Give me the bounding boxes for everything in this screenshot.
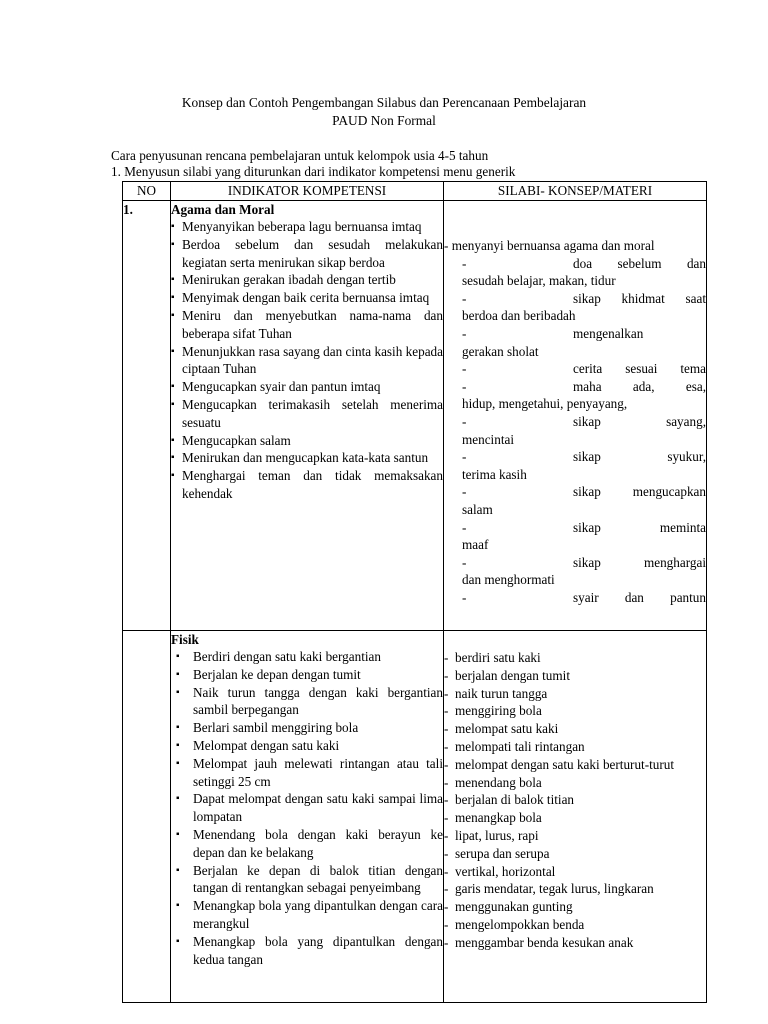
dash-marker: - [444, 810, 449, 826]
material-text-cont: mencintai [462, 431, 514, 447]
indicator-item [171, 271, 443, 289]
dash-marker: - [444, 916, 449, 932]
material-cell [444, 631, 707, 1003]
indicator-item [171, 396, 443, 432]
header-indikator: INDIKATOR KOMPETENSI [171, 182, 444, 201]
dash-marker: - [444, 685, 449, 701]
bullet-icon: ▪ [171, 345, 175, 357]
header-no: NO [123, 182, 171, 201]
material-list-agama [444, 255, 706, 607]
indicator-item [171, 790, 443, 826]
indicator-text: Melompat jauh melewati rintangan atau tali setinggi 25 cm [193, 755, 443, 789]
material-text: naik turun tangga [455, 685, 548, 701]
syllabus-table [122, 181, 707, 1003]
material-text-cont: sesudah belajar, makan, tidur [462, 273, 616, 289]
material-text: vertikal, horizontal [455, 863, 556, 879]
material-text: lipat, lurus, rapi [455, 827, 539, 843]
material-text: berjalan dengan tumit [455, 667, 570, 683]
indicator-item [171, 378, 443, 396]
material-text: sikap syukur, [573, 449, 706, 465]
indicator-text: Berjalan ke depan dengan tumit [193, 666, 361, 682]
indicator-item [171, 289, 443, 307]
bullet-icon: ▪ [171, 452, 175, 464]
material-item [444, 554, 706, 572]
material-text: menendang bola [455, 774, 542, 790]
bullet-icon: ▪ [176, 793, 180, 805]
indicator-item [171, 449, 443, 467]
indicator-text: Berlari sambil menggiring bola [193, 720, 359, 736]
dash-marker: - [444, 650, 449, 665]
bullet-icon: ▪ [176, 757, 180, 769]
indicator-item [171, 755, 443, 791]
material-item [444, 685, 706, 703]
material-item [444, 290, 706, 308]
material-item [444, 255, 706, 273]
material-item [444, 667, 706, 685]
bullet-icon: ▪ [171, 221, 175, 232]
dash-marker: - [462, 449, 467, 465]
bullet-icon: ▪ [176, 668, 180, 680]
material-item [444, 898, 706, 916]
material-item [444, 448, 706, 466]
dash-marker: - [444, 827, 449, 843]
material-text: sikap meminta [573, 519, 706, 535]
indicator-item [171, 826, 443, 862]
material-item [444, 325, 706, 343]
material-text: menggiring bola [455, 703, 542, 719]
bullet-icon: ▪ [171, 398, 175, 410]
table-row-agama [123, 201, 707, 631]
material-item [444, 756, 706, 774]
indicator-item [171, 218, 443, 236]
indicator-text: Naik turun tangga dengan kaki bergantian sambil berpegangan [193, 684, 443, 718]
material-item [444, 360, 706, 378]
indicator-text: Dapat melompat dengan satu kaki sampai lima lompatan [193, 791, 443, 825]
dash-marker: - [444, 667, 449, 683]
material-text: mengelompokkan benda [455, 916, 585, 932]
material-item [444, 702, 706, 720]
indicator-item [171, 343, 443, 379]
dash-marker: - [444, 738, 449, 754]
dash-marker: - [444, 899, 449, 915]
indicator-item [171, 467, 443, 503]
bullet-icon: ▪ [176, 828, 180, 840]
dash-marker: - [462, 290, 467, 306]
material-text: maha ada, esa, [573, 378, 706, 394]
material-text: berdiri satu kaki [455, 650, 541, 665]
material-item [444, 916, 706, 934]
bullet-icon: ▪ [176, 686, 180, 698]
dash-marker: - [444, 881, 449, 897]
dash-marker: - [462, 484, 467, 500]
material-text: sikap sayang, [573, 413, 706, 429]
material-item [444, 827, 706, 845]
bullet-icon: ▪ [176, 864, 180, 876]
dash-marker: - [444, 845, 449, 861]
material-text: mengenalkan [573, 325, 644, 341]
indicator-text: Menyanyikan beberapa lagu bernuansa imtaq [182, 219, 422, 234]
material-text: sikap menghargai [573, 554, 706, 570]
dash-marker: - [462, 413, 467, 429]
indicator-item [171, 684, 443, 720]
indicator-item [171, 666, 443, 684]
row-number: 1. [123, 201, 171, 631]
material-text: melompat satu kaki [455, 721, 559, 737]
material-text: serupa dan serupa [455, 845, 550, 861]
material-text: menggambar benda kesukan anak [455, 934, 634, 950]
dash-marker: - [444, 934, 449, 950]
bullet-icon: ▪ [171, 470, 175, 482]
material-head: - menyanyi bernuansa agama dan moral [444, 238, 655, 253]
bullet-icon: ▪ [171, 309, 175, 321]
section-title-agama: Agama dan Moral [171, 202, 275, 217]
bullet-icon: ▪ [176, 739, 180, 751]
table-header-row [123, 182, 707, 201]
indicator-text: Berjalan ke depan di balok titian dengan tangan di rentangkan sebagai penyeimbang [193, 862, 443, 896]
material-item [444, 649, 706, 667]
material-item [444, 845, 706, 863]
document-title-line1: Konsep dan Contoh Pengembangan Silabus dan Perencanaan Pembelajaran [181, 95, 587, 110]
indicator-text: Menangkap bola yang dipantulkan dengan kedua tangan [193, 933, 443, 967]
intro-line1: Cara penyusunan rencana pembelajaran untuk kelompok usia 4-5 tahun [111, 148, 489, 163]
material-text-cont: gerakan sholat [462, 343, 539, 359]
indicator-text: Meniru dan menyebutkan nama-nama dan beberapa sifat Tuhan [182, 307, 443, 341]
material-text: berjalan di balok titian [455, 792, 575, 808]
dash-marker: - [462, 255, 467, 271]
bullet-icon: ▪ [171, 434, 175, 446]
material-text: melompat dengan satu kaki berturut-turut [455, 756, 674, 772]
intro-line2: 1. Menyusun silabi yang diturunkan dari indikator kompetensi menu generik [111, 164, 516, 179]
indicator-list-agama [171, 218, 443, 503]
indicator-text: Menyimak dengan baik cerita bernuansa imtaq [182, 290, 430, 306]
indicator-text: Berdiri dengan satu kaki bergantian [193, 649, 381, 664]
indicator-text: Menunjukkan rasa sayang dan cinta kasih kepada ciptaan Tuhan [182, 343, 443, 377]
material-item [444, 720, 706, 738]
material-text: sikap khidmat saat [573, 290, 706, 306]
indicator-item [171, 862, 443, 898]
indicator-text: Melompat dengan satu kaki [193, 737, 340, 753]
material-item [444, 934, 706, 952]
material-text-cont: terima kasih [462, 466, 527, 482]
dash-marker: - [462, 589, 467, 605]
document-title-line2: PAUD Non Formal [332, 113, 436, 128]
indicator-item [171, 236, 443, 272]
material-item [444, 774, 706, 792]
material-text-cont: maaf [462, 537, 489, 553]
dash-marker: - [444, 756, 449, 772]
material-text: doa sebelum dan [573, 255, 706, 271]
material-item [444, 483, 706, 501]
material-item [444, 413, 706, 431]
indicator-cell [171, 631, 444, 1003]
header-silabi: SILABI- KONSEP/MATERI [444, 182, 707, 201]
material-text: sikap mengucapkan [573, 484, 706, 500]
indicator-text: Menendang bola dengan kaki berayun ke depan dan ke belakang [193, 826, 443, 860]
material-text-cont: hidup, mengetahui, penyayang, [462, 396, 628, 412]
table-row-fisik [123, 631, 707, 1003]
material-text: cerita sesuai tema [573, 361, 706, 377]
material-cell [444, 201, 707, 631]
material-item [444, 880, 706, 898]
material-item [444, 809, 706, 827]
indicator-item [171, 307, 443, 343]
section-title-fisik: Fisik [171, 632, 199, 647]
indicator-item [171, 432, 443, 450]
indicator-text: Mengucapkan syair dan pantun imtaq [182, 379, 381, 395]
material-item [444, 791, 706, 809]
indicator-list-fisik [171, 648, 443, 968]
material-text-cont: berdoa dan beribadah [462, 308, 576, 324]
dash-marker: - [444, 721, 449, 737]
material-item [444, 519, 706, 537]
row-number [123, 631, 171, 1003]
indicator-item [171, 719, 443, 737]
bullet-icon: ▪ [171, 274, 175, 286]
material-text: garis mendatar, tegak lurus, lingkaran [455, 881, 654, 897]
dash-marker: - [444, 863, 449, 879]
indicator-item [171, 737, 443, 755]
indicator-text: Menangkap bola yang dipantulkan dengan cara merangkul [193, 898, 443, 931]
indicator-text: Menirukan dan mengucapkan kata-kata santun [182, 450, 429, 466]
indicator-text: Menghargai teman dan tidak memaksakan kehendak [182, 468, 443, 501]
material-text: menangkap bola [455, 810, 542, 826]
bullet-icon: ▪ [171, 238, 175, 250]
material-text: menggunakan gunting [455, 899, 573, 915]
dash-marker: - [462, 519, 467, 535]
material-item [444, 863, 706, 881]
material-text-cont: dan menghormati [462, 572, 555, 588]
bullet-icon: ▪ [176, 722, 180, 734]
dash-marker: - [444, 792, 449, 808]
material-item [444, 378, 706, 396]
bullet-icon: ▪ [176, 900, 180, 912]
bullet-icon: ▪ [176, 935, 180, 947]
indicator-text: Mengucapkan terimakasih setelah menerima sesuatu [182, 396, 443, 430]
material-item [444, 738, 706, 756]
dash-marker: - [462, 378, 467, 394]
indicator-text: Mengucapkan salam [182, 432, 291, 448]
material-text-cont: salam [462, 501, 493, 517]
indicator-cell [171, 201, 444, 631]
indicator-text: Menirukan gerakan ibadah dengan tertib [182, 272, 396, 288]
material-list-fisik [444, 649, 706, 952]
indicator-text: Berdoa sebelum dan sesudah melakukan kegiatan serta menirukan sikap berdoa [182, 236, 443, 270]
indicator-item [171, 933, 443, 969]
material-text: syair dan pantun [573, 589, 706, 605]
bullet-icon: ▪ [176, 651, 180, 662]
dash-marker: - [462, 361, 467, 377]
dash-marker: - [462, 325, 467, 341]
bullet-icon: ▪ [171, 292, 175, 304]
dash-marker: - [444, 703, 449, 719]
material-item [444, 589, 706, 607]
indicator-item [171, 897, 443, 933]
dash-marker: - [462, 554, 467, 570]
material-text: melompati tali rintangan [455, 738, 585, 754]
bullet-icon: ▪ [171, 381, 175, 393]
dash-marker: - [444, 774, 449, 790]
indicator-item [171, 648, 443, 666]
